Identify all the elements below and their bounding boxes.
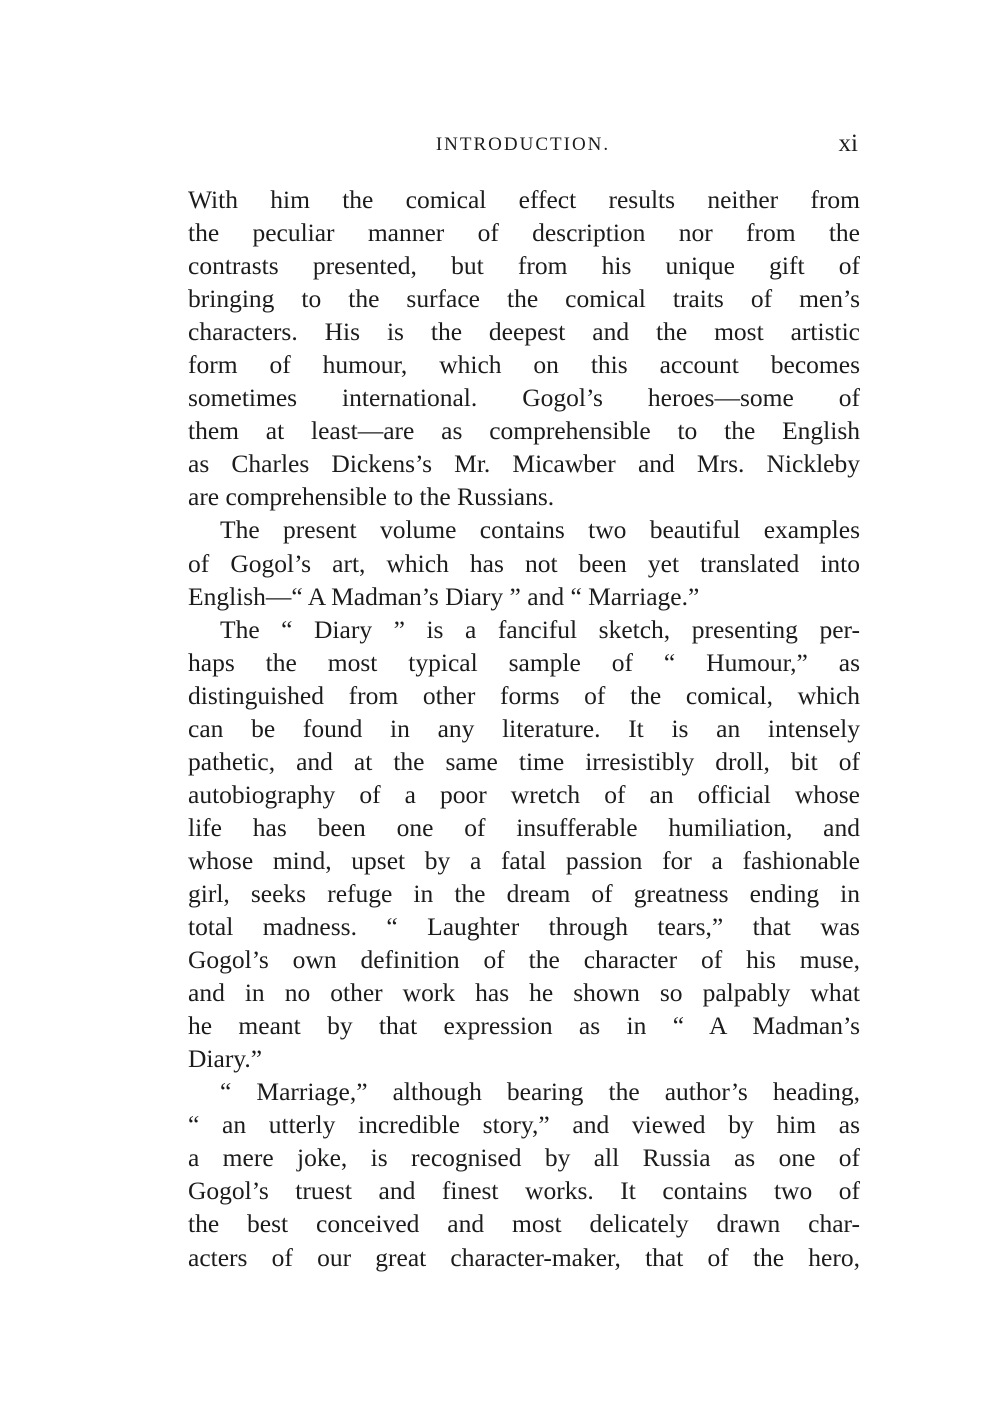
text-line: distinguished from other forms of the comical, which (188, 680, 860, 710)
paragraph (188, 1075, 860, 1273)
text-line: With him the comical effect results neither from (188, 185, 860, 214)
text-line: haps the most typical sample of “ Humour,” as (188, 647, 860, 677)
text-line: form of humour, which on this account becomes (188, 350, 860, 380)
text-line: sometimes international. Gogol’s heroes—some of (188, 383, 860, 413)
text-line: characters. His is the deepest and the most artistic (188, 317, 860, 347)
text-line: the peculiar manner of description nor from the (188, 218, 860, 248)
text-line: a mere joke, is recognised by all Russia as one of (188, 1143, 860, 1173)
text-line: “ an utterly incredible story,” and viewed by him as (188, 1110, 860, 1140)
text-line: autobiography of a poor wretch of an official whose (188, 779, 860, 809)
body-text (188, 183, 860, 1274)
text-line: can be found in any literature. It is an intensely (188, 713, 860, 743)
paragraph (188, 513, 860, 612)
text-line: contrasts presented, but from his unique gift of (188, 251, 860, 281)
text-line: Gogol’s own definition of the character of his muse, (188, 945, 860, 975)
text-line: girl, seeks refuge in the dream of greatness ending in (188, 878, 860, 908)
text-line: Diary.” (188, 1044, 263, 1074)
text-line: The present volume contains two beautiful examples (220, 515, 860, 545)
text-line: whose mind, upset by a fatal passion for a fashionable (188, 845, 860, 875)
text-line: are comprehensible to the Russians. (188, 482, 555, 512)
text-line: them at least—are as comprehensible to the English (188, 416, 860, 446)
text-line: bringing to the surface the comical traits of men’s (188, 284, 860, 314)
text-line: as Charles Dickens’s Mr. Micawber and Mrs. Nickleby (188, 449, 860, 479)
text-line: English—“ A Madman’s Diary ” and “ Marriage.” (188, 581, 700, 611)
text-line: of Gogol’s art, which has not been yet translated into (188, 548, 860, 578)
running-title: INTRODUCTION. (435, 134, 611, 155)
text-line: life has been one of insufferable humiliation, and (188, 812, 860, 842)
text-line: and in no other work has he shown so palpably what (188, 978, 860, 1008)
text-line: total madness. “ Laughter through tears,” that was (188, 912, 860, 942)
text-line: pathetic, and at the same time irresistibly droll, bit of (188, 746, 860, 776)
text-line: he meant by that expression as in “ A Madman’s (188, 1011, 860, 1041)
text-line: The “ Diary ” is a fanciful sketch, presenting per- (220, 614, 860, 644)
text-line: “ Marriage,” although bearing the author’s heading, (220, 1077, 860, 1107)
text-line: acters of our great character-maker, that of the hero, (188, 1242, 860, 1272)
text-line: Gogol’s truest and finest works. It contains two of (188, 1176, 860, 1206)
text-line: the best conceived and most delicately drawn char- (188, 1209, 860, 1239)
paragraph (188, 613, 860, 1076)
paragraph (188, 183, 860, 513)
page-number: xi (838, 130, 858, 157)
page-header (188, 130, 858, 162)
